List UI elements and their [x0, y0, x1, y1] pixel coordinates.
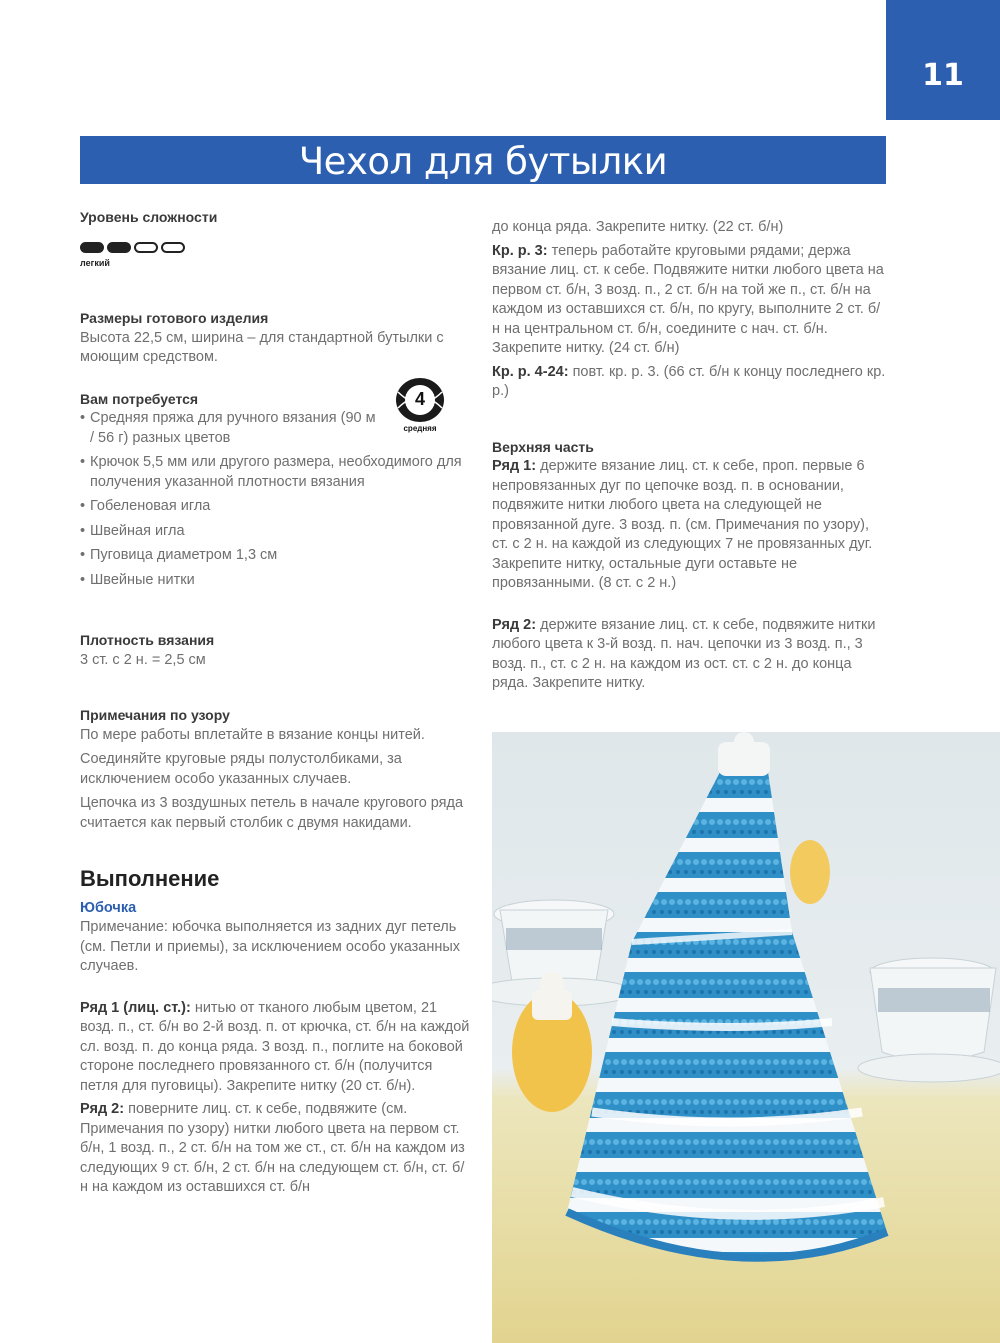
size-text: Высота 22,5 см, ширина – для стандартной бутылки с моющим средством. — [80, 329, 444, 365]
page-number: 11 — [922, 58, 964, 93]
difficulty-pill — [107, 242, 131, 253]
list-item: • Крючок 5,5 мм или другого размера, необходимого для получения указанной плотности вязания — [80, 453, 470, 492]
gauge-text: 3 ст. с 2 н. = 2,5 см — [80, 651, 206, 668]
list-item: • Швейные нитки — [80, 571, 380, 591]
row1-text: нитью от тканого любым цветом, 21 возд. п., ст. б/н во 2-й возд. п. от крючка, ст. б/н на каждой сл. возд. п. до конца ряда. 3 возд. п., поглите на боковой стороне последнего провязанного ст. б/н (получится петля для пуговицы). Закрепите нитку (20 ст. б/н). — [80, 999, 470, 1094]
top-row1-label: Ряд 1: — [492, 458, 537, 474]
notes-heading: Примечания по узору — [80, 707, 230, 723]
kr4-text: повт. кр. р. 3. (66 ст. б/н к концу последнего кр. р.) — [492, 363, 886, 399]
top-row2-text: держите вязание лиц. ст. к себе, подвяжите нитки любого цвета к 3-й возд. п. нач. цепочки из 3 возд. п., 3 возд. п., ст. с 2 н. на каждом из ост. ст. с 2 н. до конца ряда. Закрепите нитку. — [492, 616, 876, 691]
kr3-label: Кр. р. 3: — [492, 242, 548, 259]
gauge-heading: Плотность вязания — [80, 632, 215, 648]
top-row2-paragraph — [492, 616, 886, 694]
yarn-weight-badge — [388, 374, 452, 438]
list-item: • Пуговица диаметром 1,3 см — [80, 546, 380, 566]
difficulty-pill — [161, 242, 185, 253]
note-item: Соединяйте круговые ряды полустолбиками, за исключением особо указанных случаев. — [80, 751, 402, 787]
top-row1-paragraph — [492, 457, 886, 594]
page-number-block — [886, 0, 1000, 120]
materials-list — [80, 409, 462, 590]
top-part-heading: Верхняя часть — [492, 438, 594, 455]
materials-heading: Вам потребуется — [80, 390, 199, 407]
difficulty-pill — [80, 242, 104, 253]
row2-label: Ряд 2: — [80, 1101, 125, 1117]
top-row2-label: Ряд 2: — [492, 616, 537, 633]
note-item: Цепочка из 3 воздушных петель в начале кругового ряда считается как первый столбик с двумя накидами. — [80, 795, 464, 831]
list-item: • Гобеленовая игла — [80, 497, 380, 517]
skirt-heading: Юбочка — [80, 899, 137, 916]
page-title: Чехол для бутылки — [298, 140, 668, 183]
size-heading: Размеры готового изделия — [80, 310, 269, 326]
row2-paragraph — [80, 1100, 470, 1198]
skirt-intro: Примечание: юбочка выполняется из задних дуг петель (см. Петли и приемы), за исключением особо указанных случаев. — [80, 919, 461, 974]
note-item: По мере работы вплетайте в вязание концы нитей. — [80, 726, 425, 743]
difficulty-level-label: легкий — [80, 257, 110, 268]
yarn-weight-label: средняя — [403, 424, 437, 433]
left-column — [80, 208, 470, 1198]
row1-label: Ряд 1 (лиц. ст.): — [80, 999, 191, 1016]
kr4-paragraph — [492, 363, 886, 402]
execution-heading: Выполнение — [80, 866, 220, 891]
continued-text: до конца ряда. Закрепите нитку. (22 ст. б/н) — [492, 219, 784, 235]
yarn-weight-number: 4 — [414, 389, 425, 409]
right-column — [492, 218, 886, 694]
difficulty-indicator — [80, 242, 470, 253]
title-bar — [80, 136, 886, 184]
list-item: • Швейная игла — [80, 522, 380, 542]
list-item: • Средняя пряжа для ручного вязания (90 м / 56 г) разных цветов — [80, 409, 380, 448]
row1-paragraph — [80, 999, 470, 1097]
difficulty-pill — [134, 242, 158, 253]
crochet-bottle-cover-photo — [492, 732, 1000, 1343]
difficulty-heading: Уровень сложности — [80, 209, 218, 225]
row2-text: поверните лиц. ст. к себе, подвяжите (см. Примечания по узору) нитки любого цвета на первом ст. б/н, 1 возд. п., 2 ст. б/н на том же ст., ст. б/н на каждом из следующих 9 ст. б/н, 2 ст. б/н на следующем ст. б/н, ст. б/н на каждом из оставшихся ст. б/н — [80, 1101, 465, 1195]
top-row1-text: держите вязание лиц. ст. к себе, проп. первые 6 непровязанных дуг по цепочке возд. п. в основании, подвяжите нитки любого цвета на следующей не провязанной дуге. 3 возд. п. (см. Примечания по узору), ст. с 2 н. на каждой из следующих 7 не провязанных дуг. Закрепите нитку, остальные дуги оставьте не провязанными. (8 ст. с 2 н.) — [492, 458, 873, 591]
kr3-text: теперь работайте круговыми рядами; держа вязание лиц. ст. к себе. Подвяжите нитки любого цвета на первом ст. б/н, 3 возд. п., 2 ст. б/н на той же п., ст. б/н на каждом из оставшихся ст. б/н, по кругу, выполните 2 ст. б/н на центральном ст. б/н, соедините с нач. ст. б/н. Закрепите нитку. (24 ст. б/н) — [492, 242, 884, 356]
kr4-label: Кр. р. 4-24: — [492, 363, 569, 380]
product-photo — [492, 732, 1000, 1343]
teacup-right — [858, 958, 1000, 1082]
kr3-paragraph — [492, 242, 886, 359]
